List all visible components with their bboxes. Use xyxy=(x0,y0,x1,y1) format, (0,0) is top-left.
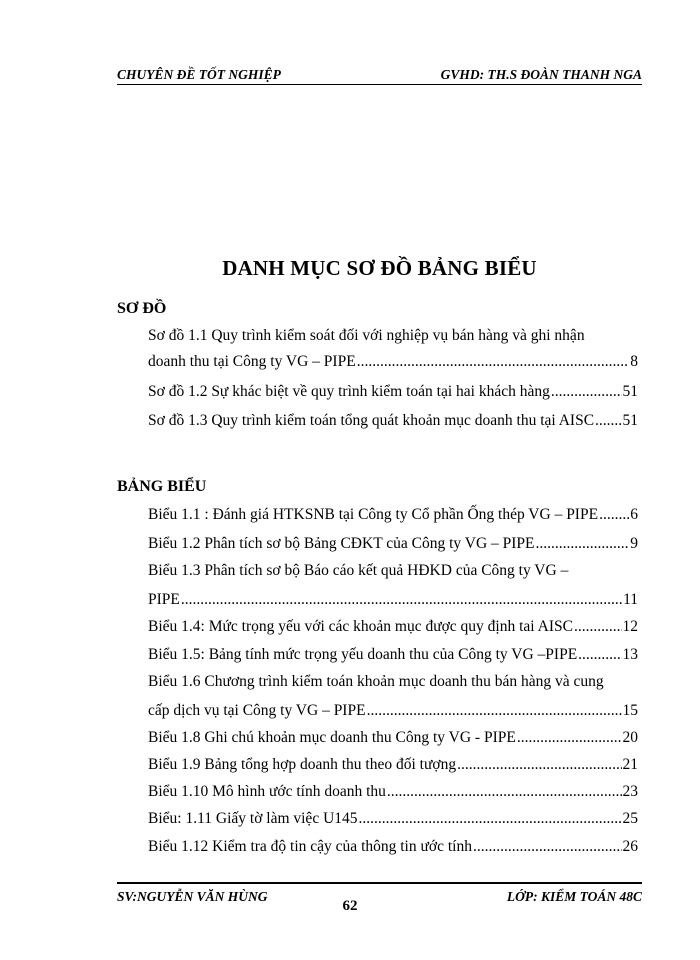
toc-entry-page: 12 xyxy=(622,618,638,635)
toc-leader-dots xyxy=(551,382,622,402)
toc-entry-title: Biểu 1.4: Mức trọng yếu với các khoản mục được quy định tai AISC xyxy=(148,618,573,635)
page-title: DANH MỤC SƠ ĐỒ BẢNG BIỂU xyxy=(222,256,537,280)
toc-entry-title: Biểu 1.5: Bảng tính mức trọng yếu doanh thu của Công ty VG –PIPE xyxy=(148,646,578,663)
toc-entry-page: 6 xyxy=(630,506,638,523)
toc-entry-line1: Sơ đồ 1.1 Quy trình kiểm soát đối với nghiệp vụ bán hàng và ghi nhận xyxy=(148,327,585,344)
toc-leader-dots xyxy=(357,352,630,372)
toc-entry-line1: Biểu 1.3 Phân tích sơ bộ Báo cáo kết quả HĐKD của Công ty VG – xyxy=(148,562,569,579)
toc-leader-dots xyxy=(536,534,630,554)
header-right-text: GVHD: TH.S ĐOÀN THANH NGA xyxy=(440,67,642,82)
toc-entry-table-1-10 xyxy=(148,782,638,802)
toc-entry-title: Biểu 1.1 : Đánh giá HTKSNB tại Công ty Cổ phần Ống thép VG – PIPE xyxy=(148,506,599,523)
toc-entry-page: 26 xyxy=(622,838,638,855)
toc-entry-table-1-6 xyxy=(148,672,638,721)
section-heading-tables: BẢNG BIỂU xyxy=(117,478,207,495)
toc-leader-dots xyxy=(473,837,622,857)
toc-entry-title: Biểu 1.9 Bảng tổng hợp doanh thu theo đối tượng xyxy=(148,756,457,773)
toc-entry-title: Biểu 1.8 Ghi chú khoản mục doanh thu Công ty VG - PIPE xyxy=(148,729,516,746)
page-number: 62 xyxy=(342,898,358,914)
footer-left-text: SV:NGUYỄN VĂN HÙNG xyxy=(117,889,268,904)
toc-entry-title: cấp dịch vụ tại Công ty VG – PIPE xyxy=(148,702,366,719)
toc-entry-page: 9 xyxy=(630,535,638,552)
toc-entry-table-1-11 xyxy=(148,809,638,829)
toc-entry-title: Biểu 1.10 Mô hình ước tính doanh thu xyxy=(148,783,386,800)
toc-entry-table-1-9 xyxy=(148,755,638,775)
toc-leader-dots xyxy=(181,590,622,610)
toc-entry-title: Biểu: 1.11 Giấy tờ làm việc U145 xyxy=(148,810,358,827)
toc-entry-page: 25 xyxy=(622,810,638,827)
toc-entry-page: 21 xyxy=(622,756,638,773)
toc-entry-title: Sơ đồ 1.3 Quy trình kiểm toán tổng quát khoản mục doanh thu tại AISC xyxy=(148,412,595,429)
toc-entry-table-1-8 xyxy=(148,728,638,748)
toc-entry-page: 51 xyxy=(622,383,638,400)
footer-right-text: LỚP: KIỂM TOÁN 48C xyxy=(506,889,642,904)
toc-entry-page: 8 xyxy=(630,353,638,370)
toc-entry-title: Sơ đồ 1.2 Sự khác biệt về quy trình kiểm toán tại hai khách hàng xyxy=(148,383,550,400)
toc-entry-title: PIPE xyxy=(148,591,180,608)
page-header xyxy=(117,57,642,83)
toc-leader-dots xyxy=(595,411,621,431)
toc-entry-table-1-1 xyxy=(148,505,638,525)
toc-entry-page: 20 xyxy=(622,729,638,746)
toc-entry-page: 51 xyxy=(622,412,638,429)
toc-leader-dots xyxy=(387,782,622,802)
toc-entry-title: doanh thu tại Công ty VG – PIPE xyxy=(148,353,356,370)
toc-entry-table-1-2 xyxy=(148,534,638,554)
toc-leader-dots xyxy=(578,645,621,665)
toc-entry-page: 23 xyxy=(622,783,638,800)
toc-leader-dots xyxy=(359,809,622,829)
toc-leader-dots xyxy=(367,701,622,721)
header-rule xyxy=(117,84,642,85)
toc-entry-line1: Biểu 1.6 Chương trình kiểm toán khoản mục doanh thu bán hàng và cung xyxy=(148,673,604,690)
toc-entry-diagram-1-2 xyxy=(148,382,638,402)
toc-entry-table-1-12 xyxy=(148,837,638,857)
toc-leader-dots xyxy=(517,728,622,748)
toc-entry-page: 15 xyxy=(622,702,638,719)
header-left-text: CHUYÊN ĐỀ TỐT NGHIỆP xyxy=(117,67,281,82)
toc-entry-page: 11 xyxy=(623,591,638,608)
footer-rule xyxy=(117,882,642,884)
toc-entry-table-1-4 xyxy=(148,617,638,637)
toc-entry-table-1-3 xyxy=(148,561,638,610)
toc-entry-diagram-1-1 xyxy=(148,326,638,372)
toc-entry-table-1-5 xyxy=(148,645,638,665)
toc-leader-dots xyxy=(457,755,621,775)
toc-leader-dots xyxy=(599,505,629,525)
toc-entry-diagram-1-3 xyxy=(148,411,638,431)
toc-entry-title: Biểu 1.12 Kiểm tra độ tin cậy của thông tin ước tính xyxy=(148,838,472,855)
toc-entry-title: Biểu 1.2 Phân tích sơ bộ Bảng CĐKT của Công ty VG – PIPE xyxy=(148,535,535,552)
toc-entry-page: 13 xyxy=(622,646,638,663)
section-heading-diagrams: SƠ ĐỒ xyxy=(117,300,167,317)
toc-leader-dots xyxy=(574,617,622,637)
